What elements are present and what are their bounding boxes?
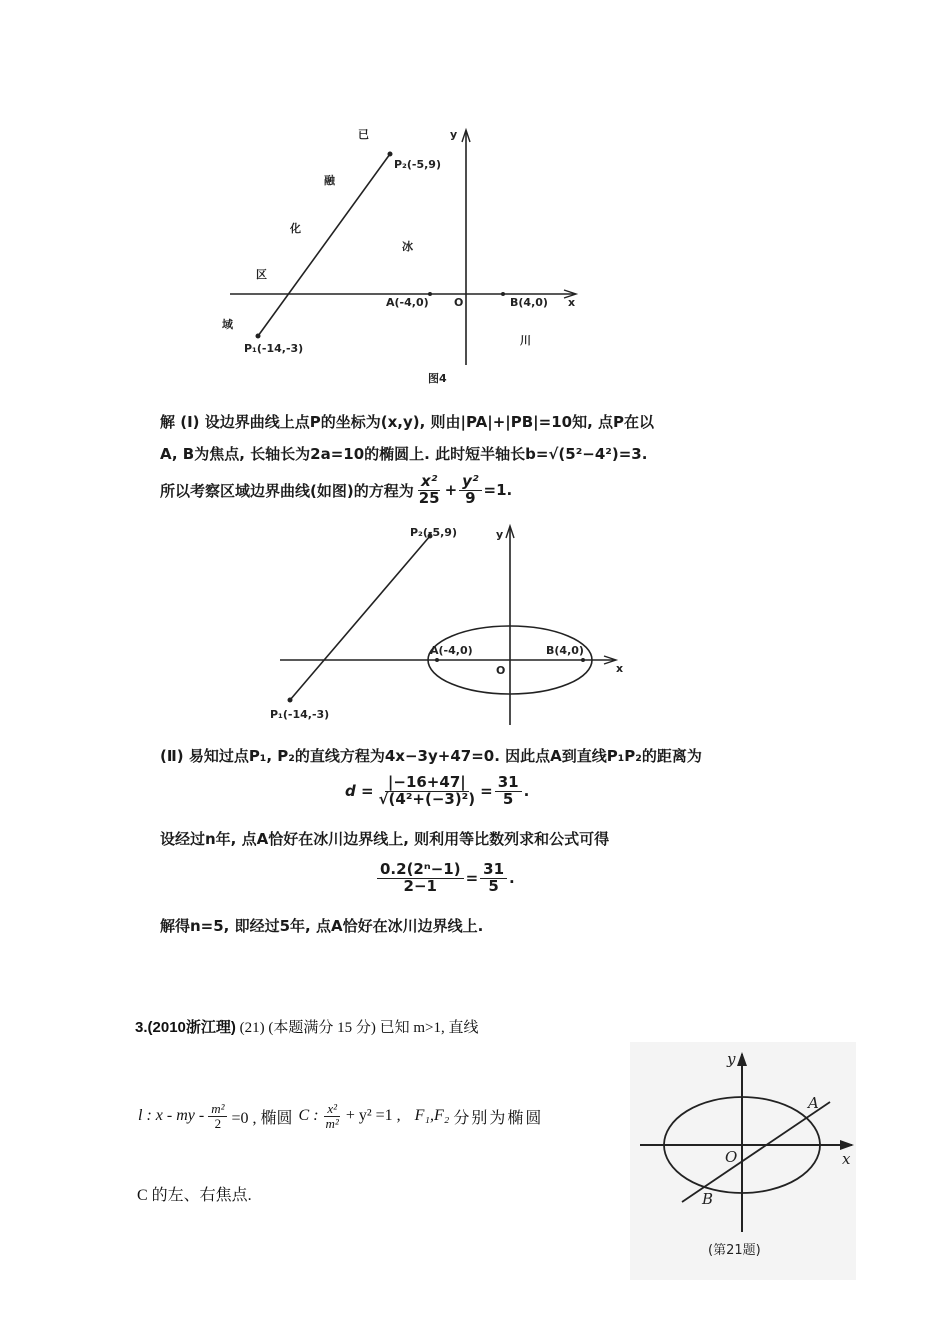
b-label: B(4,0) (546, 644, 584, 657)
b-label: B (702, 1190, 714, 1208)
problem-3-line-3: C 的左、右焦点. (137, 1187, 252, 1204)
figure-caption: 图4 (428, 372, 447, 385)
region-char-3: 化 (290, 222, 301, 235)
region-char-5: 域 (222, 318, 233, 331)
fraction-numerator: y² (459, 474, 481, 491)
figure-21-panel (630, 1042, 856, 1280)
x-label: x (616, 662, 624, 675)
problem-3-header (135, 1016, 478, 1037)
figure-caption: (第21题) (708, 1243, 761, 1258)
solution-line-3-text: 所以考察区域边界曲线(如图)的方程为 (160, 481, 414, 500)
sum-fraction (377, 862, 464, 895)
fraction-y2-9 (459, 474, 481, 507)
distance-lhs: d = (345, 782, 374, 801)
figure-4-glacier-diagram (210, 120, 590, 400)
ellipse-c-label: C : (298, 1107, 319, 1125)
b-point (581, 658, 585, 662)
fraction-numerator: 31 (480, 862, 507, 879)
ellipse-boundary-diagram (270, 520, 640, 730)
fraction-m2-2 (208, 1102, 227, 1130)
solution-line-2: A, B为焦点, 长轴长为2a=10的椭圆上. 此时短半轴长b=√(5²−4²)=3. (160, 445, 648, 463)
fraction-x2-m2 (323, 1102, 342, 1130)
fraction-x2-25 (416, 474, 443, 507)
equation-rest: =1. (483, 481, 513, 500)
b-label: B(4,0) (510, 296, 548, 309)
fraction-denominator: 2−1 (403, 876, 437, 895)
solution-line-6: 解得n=5, 即经过5年, 点A恰好在冰川边界线上. (160, 917, 484, 935)
x-label: x (842, 1150, 851, 1168)
solution-line-4: (Ⅱ) 易知过点P₁, P₂的直线方程为4x−3y+47=0. 因此点A到直线P₁P₂的距离为 (160, 747, 702, 765)
a-label: A(-4,0) (430, 644, 473, 657)
foci-labels: F₁,F₂ (414, 1107, 450, 1125)
fraction-31-5 (495, 775, 522, 808)
region-char-2: 融 (324, 174, 335, 187)
p2-point (388, 152, 393, 157)
p1-label: P₁(-14,-3) (270, 708, 330, 721)
p1-point (288, 698, 293, 703)
y-label: y (496, 528, 504, 541)
origin-label: O (725, 1148, 738, 1166)
equals-zero: =0 , 椭圆 (231, 1109, 293, 1127)
p1-point (256, 334, 261, 339)
region-char-4: 区 (256, 268, 267, 281)
river-label: 川 (520, 334, 531, 347)
period: . (509, 869, 515, 888)
fraction-denominator: 5 (502, 789, 514, 808)
a-point (435, 658, 439, 662)
equals-sign: = (465, 869, 479, 888)
a-label: A (808, 1094, 819, 1112)
distance-formula (345, 775, 529, 808)
fraction-denominator: 9 (465, 488, 476, 507)
equals-sign: = (480, 782, 493, 801)
plus-y2-term: + y² =1 , (345, 1107, 401, 1125)
sum-formula (375, 862, 515, 895)
fraction-numerator: 31 (495, 775, 522, 792)
region-char-1: 已 (358, 128, 369, 141)
figure-21-diagram (630, 1042, 856, 1280)
y-arrow-icon (737, 1052, 747, 1066)
distance-fraction (376, 775, 479, 808)
fraction-31-5 (480, 862, 507, 895)
b-point (501, 292, 505, 296)
problem-3-intro: (21) (本题满分 15 分) 已知 m>1, 直线 (239, 1020, 479, 1036)
foci-tail-text: 分别为椭圆 (453, 1109, 544, 1127)
origin-label: O (496, 664, 506, 677)
fraction-denominator: √(4²+(−3)²) (378, 789, 476, 808)
a-label: A(-4,0) (386, 296, 429, 309)
plus-sign: + (444, 481, 458, 500)
fraction-numerator: 0.2(2ⁿ−1) (377, 862, 464, 879)
line-l (682, 1102, 830, 1202)
solution-line-5: 设经过n年, 点A恰好在冰川边界线上, 则利用等比数列求和公式可得 (160, 830, 610, 848)
ice-label: 冰 (402, 240, 413, 253)
fraction-numerator: x² (324, 1102, 340, 1117)
y-label: y (450, 128, 458, 141)
p2-label: P₂(-5,9) (394, 158, 441, 171)
x-label: x (568, 296, 576, 309)
p2-label: P₂(-5,9) (410, 526, 457, 539)
x-arrow-icon (840, 1140, 854, 1150)
solution-line-3 (160, 474, 512, 507)
fraction-numerator: |−16+47| (385, 775, 469, 792)
p1-label: P₁(-14,-3) (244, 342, 304, 355)
fraction-denominator: m² (325, 1115, 339, 1131)
fraction-denominator: 25 (418, 488, 440, 507)
problem-3-source: 3.(2010浙江理) (135, 1019, 236, 1036)
period: . (523, 782, 530, 801)
line-l-expression: l : x - my - (138, 1107, 205, 1125)
origin-label: O (454, 296, 464, 309)
fraction-numerator: m² (208, 1102, 227, 1117)
fraction-numerator: x² (418, 474, 440, 491)
fraction-denominator: 2 (214, 1115, 222, 1131)
p1-p2-line (290, 536, 430, 700)
problem-3-equations (138, 1102, 543, 1130)
y-label: y (727, 1050, 736, 1068)
fraction-denominator: 5 (488, 876, 499, 895)
solution-line-1: 解 (Ⅰ) 设边界曲线上点P的坐标为(x,y), 则由|PA|+|PB|=10知, 点P在以 (160, 413, 655, 431)
